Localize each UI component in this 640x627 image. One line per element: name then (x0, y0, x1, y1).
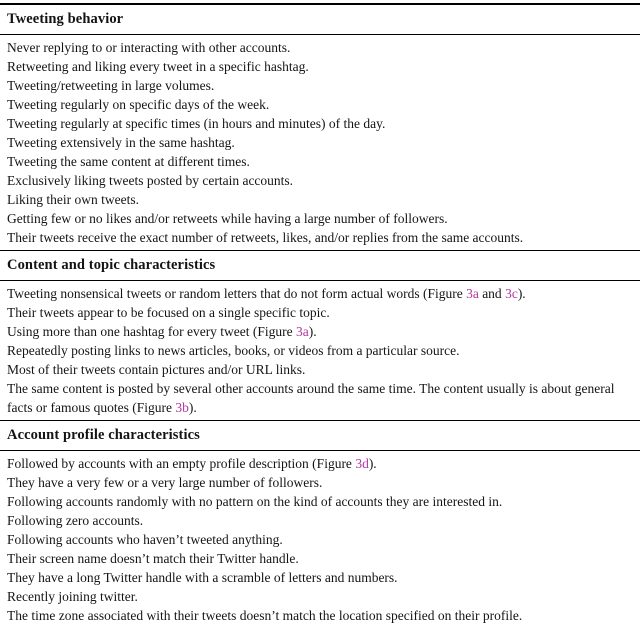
row-text: Tweeting the same content at different times. (7, 154, 250, 169)
table-row (0, 549, 640, 568)
table-row (0, 341, 640, 360)
table-row (0, 530, 640, 549)
table-row (0, 209, 640, 228)
row-text: Getting few or no likes and/or retweets while having a large number of followers. (7, 211, 448, 226)
figure-reference-link[interactable]: 3a (466, 286, 479, 301)
row-text: ). (188, 400, 197, 415)
row-text: Most of their tweets contain pictures and/or URL links. (7, 362, 306, 377)
row-text: Repeatedly posting links to news articles, books, or videos from a particular source. (7, 343, 460, 358)
table-row (0, 133, 640, 152)
table-row (0, 511, 640, 530)
figure-reference-link[interactable]: 3a (296, 324, 309, 339)
row-text: The same content is posted by several other accounts around the same time. The content usually is about general facts or famous quotes (Figure (7, 381, 615, 415)
row-text: and (478, 286, 506, 301)
row-text: ). (368, 456, 377, 471)
row-text: Following accounts who haven’t tweeted anything. (7, 532, 283, 547)
row-text: Tweeting regularly on specific days of the week. (7, 97, 270, 112)
figure-reference-link[interactable]: 3c (505, 286, 518, 301)
table-row (0, 284, 640, 303)
table-row (0, 38, 640, 57)
row-text: Liking their own tweets. (7, 192, 139, 207)
figure-reference-link[interactable]: 3d (355, 456, 369, 471)
row-text: Tweeting/retweeting in large volumes. (7, 78, 215, 93)
section-header: Account profile characteristics (0, 420, 640, 451)
row-text: Their tweets receive the exact number of retweets, likes, and/or replies from the same accounts. (7, 230, 524, 245)
table-row (0, 322, 640, 341)
row-text: Following accounts randomly with no pattern on the kind of accounts they are interested in. (7, 494, 503, 509)
figure-reference-link[interactable]: 3b (175, 400, 189, 415)
section-header: Tweeting behavior (0, 5, 640, 35)
table-row (0, 114, 640, 133)
row-text: They have a very few or a very large number of followers. (7, 475, 323, 490)
behavior-table (0, 3, 640, 627)
section-body (0, 451, 640, 627)
table-row (0, 228, 640, 247)
table-row (0, 303, 640, 322)
table-row (0, 492, 640, 511)
table-row (0, 606, 640, 625)
row-text: Tweeting extensively in the same hashtag. (7, 135, 235, 150)
table-row (0, 190, 640, 209)
table-section (0, 5, 640, 250)
row-text: ). (517, 286, 526, 301)
table-row (0, 152, 640, 171)
table-row (0, 95, 640, 114)
row-text: Tweeting regularly at specific times (in hours and minutes) of the day. (7, 116, 386, 131)
table-row (0, 568, 640, 587)
row-text: Tweeting nonsensical tweets or random letters that do not form actual words (Figure (7, 286, 467, 301)
table-section (0, 250, 640, 420)
row-text: Never replying to or interacting with other accounts. (7, 40, 291, 55)
row-text: They have a long Twitter handle with a scramble of letters and numbers. (7, 570, 398, 585)
table-row (0, 360, 640, 379)
table-row (0, 587, 640, 606)
table-row (0, 473, 640, 492)
row-text: Retweeting and liking every tweet in a specific hashtag. (7, 59, 309, 74)
row-text: The time zone associated with their tweets doesn’t match the location specified on their profile. (7, 608, 523, 623)
section-body (0, 281, 640, 420)
row-text: Following zero accounts. (7, 513, 144, 528)
table-row (0, 57, 640, 76)
table-section (0, 420, 640, 627)
row-text: Their screen name doesn’t match their Twitter handle. (7, 551, 299, 566)
row-text: Exclusively liking tweets posted by certain accounts. (7, 173, 294, 188)
row-text: ). (308, 324, 317, 339)
table-row (0, 379, 640, 417)
section-header: Content and topic characteristics (0, 250, 640, 281)
row-text: Their tweets appear to be focused on a single specific topic. (7, 305, 330, 320)
table-row (0, 454, 640, 473)
row-text: Recently joining twitter. (7, 589, 138, 604)
table-row (0, 76, 640, 95)
row-text: Using more than one hashtag for every tweet (Figure (7, 324, 297, 339)
table-row (0, 171, 640, 190)
section-body (0, 35, 640, 250)
row-text: Followed by accounts with an empty profile description (Figure (7, 456, 356, 471)
